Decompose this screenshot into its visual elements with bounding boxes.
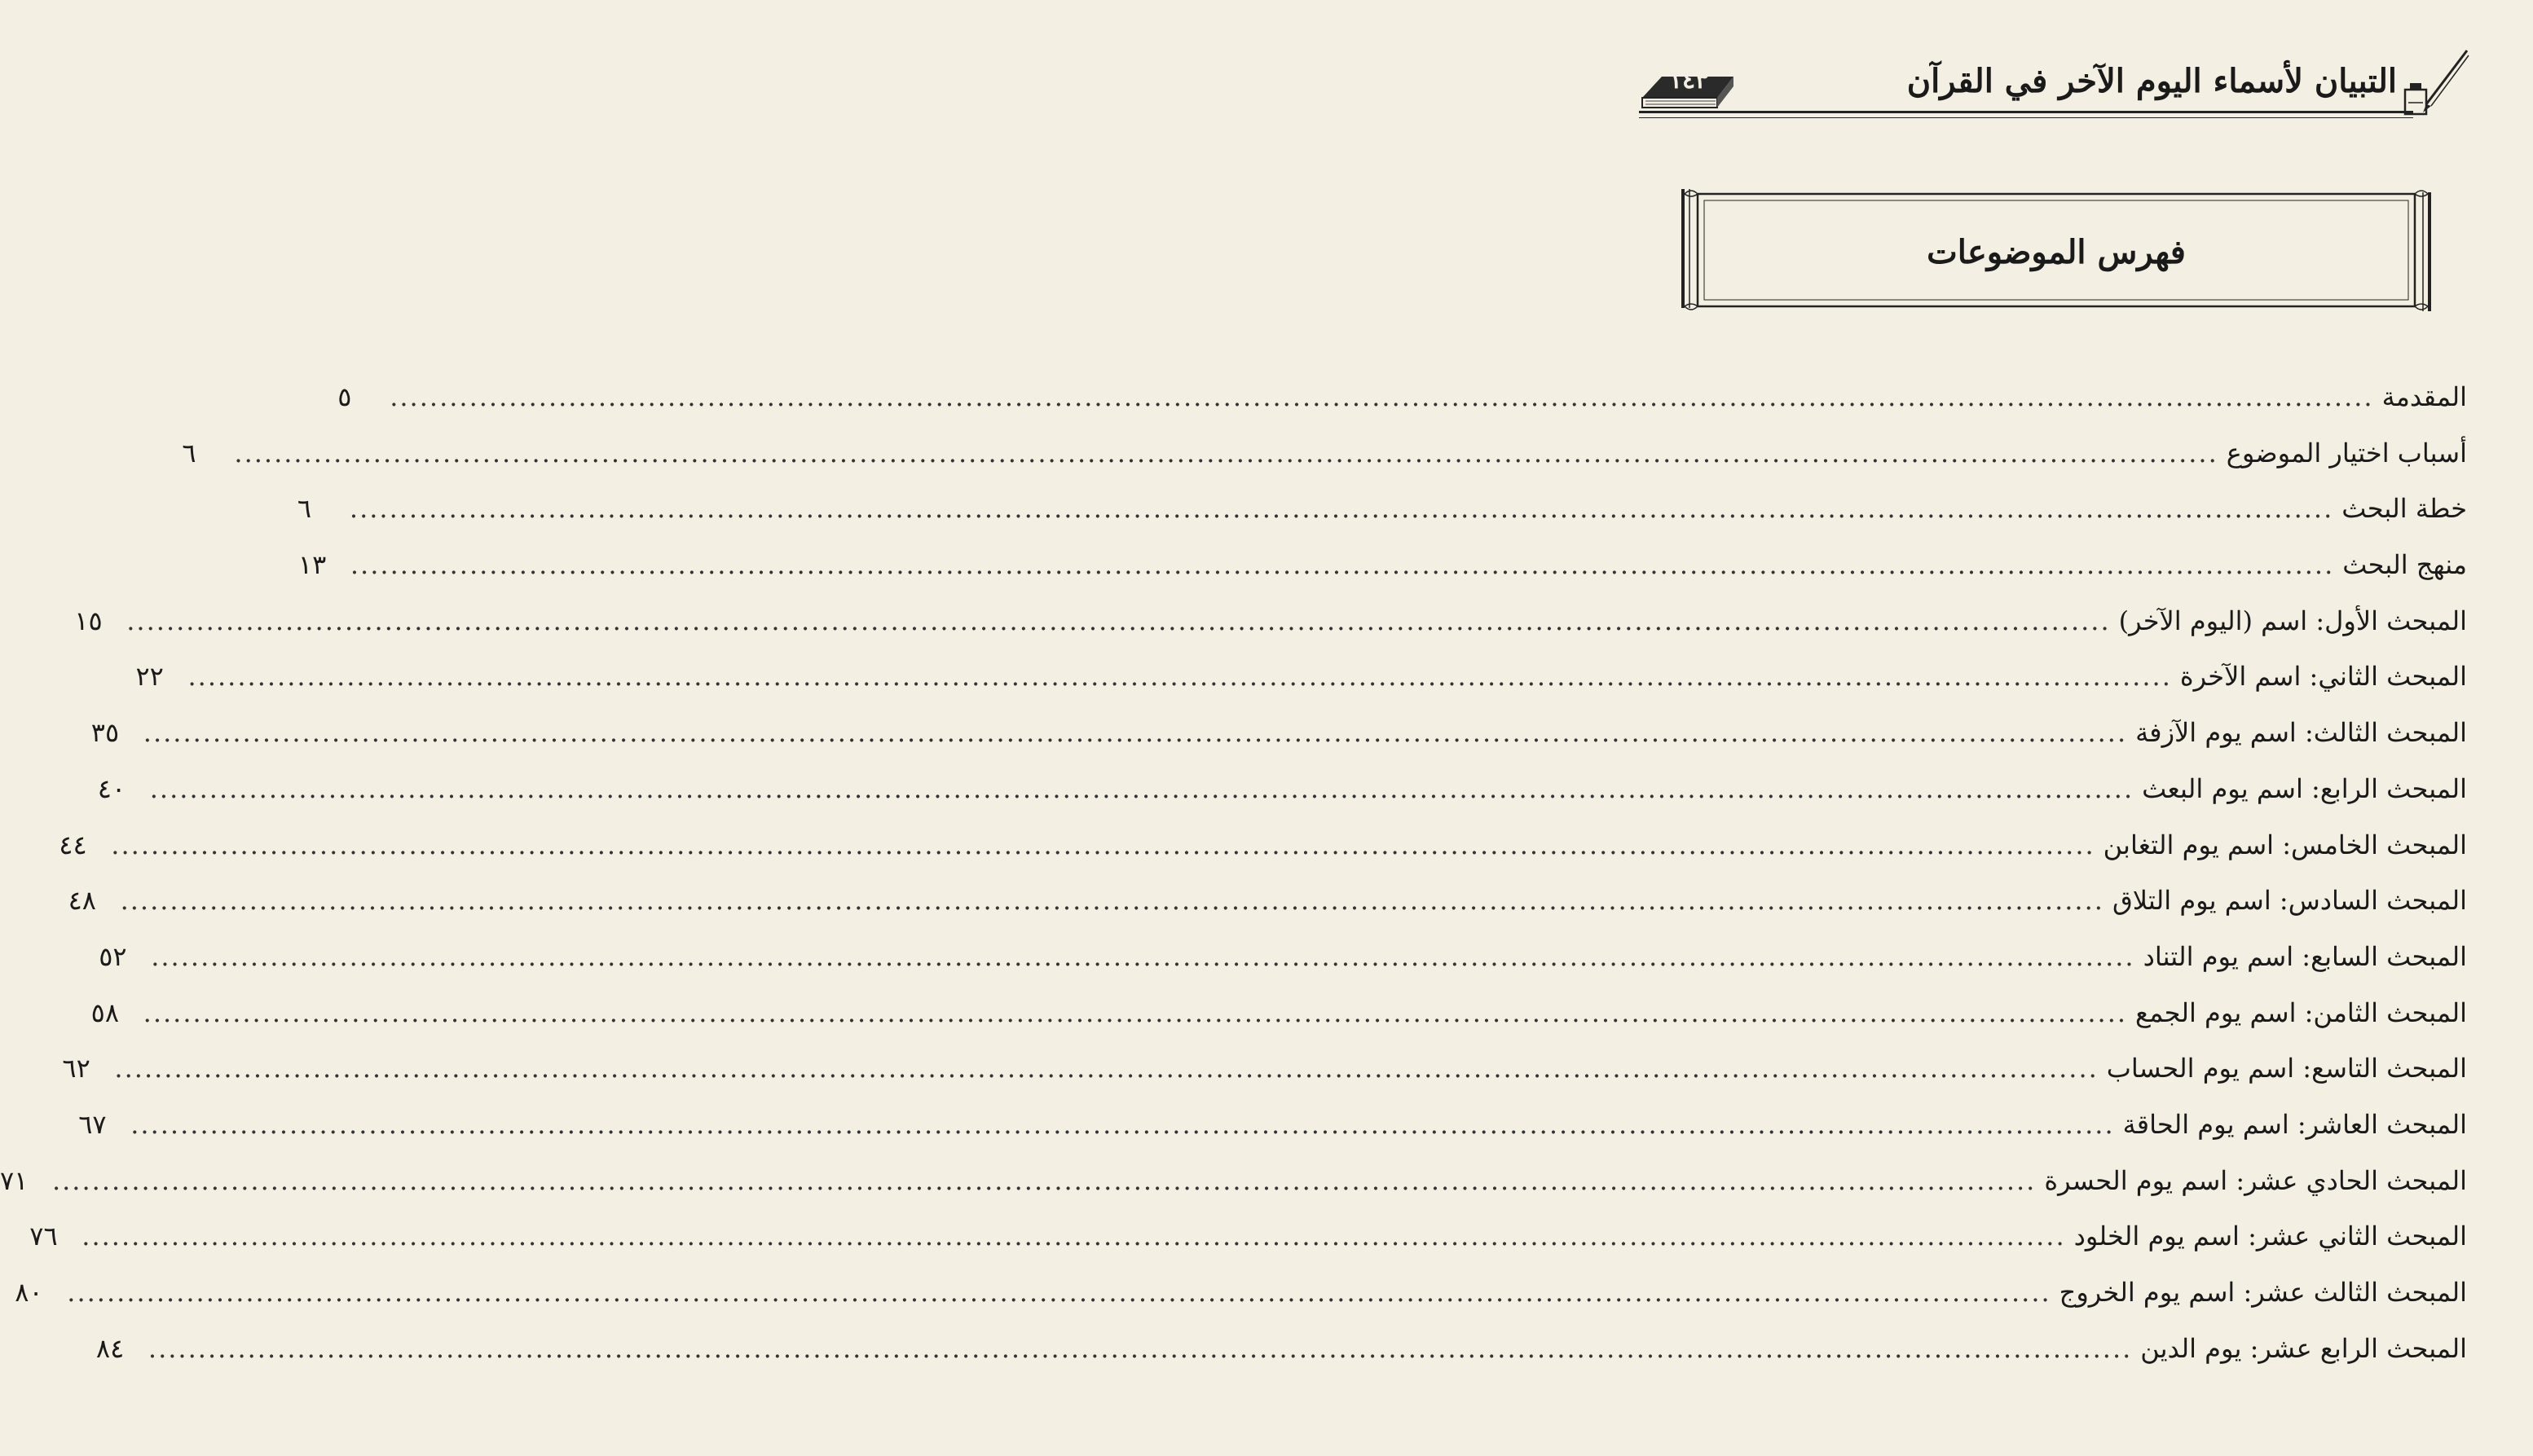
toc-entry	[337, 379, 2467, 435]
toc-leader-dots: ........................................................................................................................................................................................................	[120, 885, 2104, 917]
toc-entry	[59, 827, 2467, 883]
toc-entry	[297, 490, 2467, 547]
toc-leader-dots: ........................................................................................................................................................................................................	[81, 1221, 2066, 1252]
toc-entry	[0, 1163, 2467, 1219]
toc-entry-title: منهج البحث	[2342, 549, 2467, 581]
title-frame	[1681, 186, 2431, 316]
toc-entry	[135, 658, 2467, 715]
page-header	[1639, 47, 2470, 129]
toc-entry-page: ٣٥	[90, 717, 120, 749]
toc-leader-dots: ........................................................................................................................................................................................................	[390, 381, 2374, 412]
toc-entry	[97, 771, 2467, 827]
toc-leader-dots: ........................................................................................................................................................................................................	[148, 1332, 2133, 1364]
toc-entry-title: المبحث الثالث عشر: اسم يوم الخروج	[2059, 1277, 2467, 1308]
toc-entry-page: ٦	[297, 493, 312, 525]
toc-entry-page: ٧١	[0, 1164, 29, 1196]
toc-entry	[29, 1218, 2467, 1274]
toc-entry-page: ٤٤	[59, 829, 87, 860]
toc-entry-title: المبحث الخامس: اسم يوم التغابن	[2103, 829, 2467, 860]
toc-leader-dots: ........................................................................................................................................................................................................	[350, 549, 2335, 581]
toc-leader-dots: ........................................................................................................................................................................................................	[114, 1053, 2099, 1084]
toc-entry	[297, 547, 2467, 603]
toc-entry	[62, 1050, 2467, 1106]
toc-entry-title: أسباب اختيار الموضوع	[2226, 437, 2467, 468]
toc-entry-title: المبحث الثامن: اسم يوم الجمع	[2135, 996, 2467, 1028]
toc-leader-dots: ........................................................................................................................................................................................................	[187, 661, 2172, 693]
toc-entry-title: المبحث الرابع عشر: يوم الدين	[2140, 1332, 2467, 1364]
header-rule	[1639, 111, 2413, 113]
toc-entry-title: المقدمة	[2381, 381, 2467, 412]
table-of-contents	[0, 379, 2467, 1386]
toc-entry-page: ٨٠	[15, 1277, 43, 1308]
running-title: التبيان لأسماء اليوم الآخر في القرآن	[1906, 62, 2397, 100]
toc-leader-dots: ........................................................................................................................................................................................................	[149, 772, 2134, 804]
toc-entry-title: المبحث التاسع: اسم يوم الحساب	[2106, 1053, 2467, 1084]
toc-entry	[182, 435, 2467, 491]
toc-entry-page: ٦	[182, 437, 196, 468]
toc-entry-title: المبحث الثاني عشر: اسم يوم الخلود	[2073, 1221, 2467, 1252]
toc-entry-title: المبحث الرابع: اسم يوم البعث	[2142, 772, 2467, 804]
toc-leader-dots: ........................................................................................................................................................................................................	[234, 437, 2218, 468]
toc-entry	[74, 603, 2467, 659]
toc-entry-title: المبحث الأول: اسم (اليوم الآخر)	[2118, 605, 2467, 636]
toc-leader-dots: ........................................................................................................................................................................................................	[130, 1108, 2115, 1140]
toc-entry-title: المبحث الثالث: اسم يوم الآزفة	[2135, 717, 2467, 749]
section-title: فهرس الموضوعات	[1927, 233, 2186, 271]
toc-entry-title: المبحث السادس: اسم يوم التلاق	[2112, 885, 2467, 917]
toc-entry-page: ٨٤	[95, 1332, 125, 1364]
toc-leader-dots: ........................................................................................................................................................................................................	[67, 1277, 2051, 1308]
toc-leader-dots: ........................................................................................................................................................................................................	[126, 605, 2111, 636]
toc-entry	[90, 995, 2467, 1051]
toc-entry-page: ٤٨	[68, 885, 96, 917]
toc-entry-page: ٥٨	[90, 996, 120, 1028]
toc-entry-page: ١٥	[74, 605, 103, 636]
toc-entry	[15, 1274, 2467, 1331]
toc-entry-page: ٥٢	[99, 940, 127, 972]
toc-entry	[78, 1106, 2467, 1163]
toc-leader-dots: ........................................................................................................................................................................................................	[349, 493, 2334, 525]
toc-entry	[95, 1331, 2467, 1387]
toc-entry-page: ٧٦	[29, 1221, 58, 1252]
toc-entry	[68, 882, 2467, 939]
inkwell-pen-icon	[2402, 47, 2470, 129]
toc-leader-dots: ........................................................................................................................................................................................................	[143, 996, 2128, 1028]
toc-entry-page: ٦٧	[78, 1108, 107, 1140]
toc-entry-title: خطة البحث	[2341, 493, 2467, 525]
toc-leader-dots: ........................................................................................................................................................................................................	[111, 829, 2095, 860]
toc-entry-title: المبحث العاشر: اسم يوم الحاقة	[2122, 1108, 2467, 1140]
toc-entry-title: المبحث الحادي عشر: اسم يوم الحسرة	[2044, 1164, 2467, 1196]
toc-entry-page: ٢٢	[135, 661, 164, 693]
header-rule-thin	[1639, 117, 2413, 118]
toc-entry-page: ٤٠	[97, 772, 126, 804]
toc-entry-page: ١٣	[297, 549, 327, 581]
toc-leader-dots: ........................................................................................................................................................................................................	[143, 717, 2128, 749]
toc-leader-dots: ........................................................................................................................................................................................................	[151, 940, 2135, 972]
toc-entry	[99, 939, 2467, 995]
toc-entry-title: المبحث السابع: اسم يوم التناد	[2143, 940, 2467, 972]
page-number: ١٤٣	[1668, 66, 1709, 95]
toc-entry-page: ٦٢	[62, 1053, 90, 1084]
toc-entry-page: ٥	[337, 381, 352, 412]
toc-entry-title: المبحث الثاني: اسم الآخرة	[2179, 661, 2467, 693]
toc-leader-dots: ........................................................................................................................................................................................................	[51, 1164, 2037, 1196]
toc-entry	[90, 715, 2467, 771]
